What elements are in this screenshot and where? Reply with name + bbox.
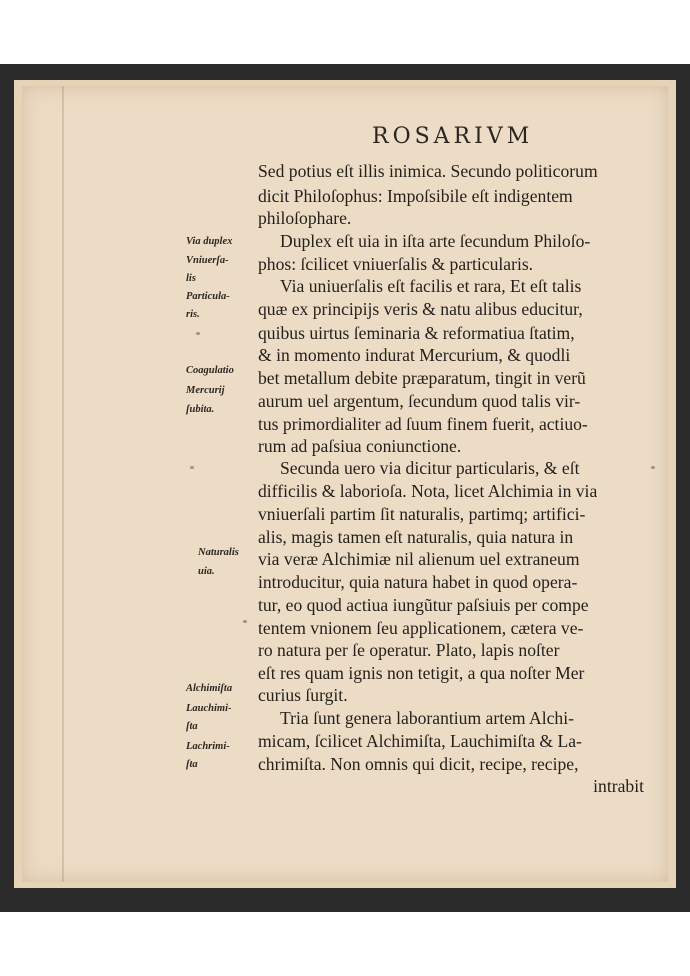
running-head: ROSARIVM <box>372 124 534 149</box>
page-fold-shadow <box>62 86 64 882</box>
text-line: aurum uel argentum, ſecundum quod talis vir- <box>258 391 581 411</box>
margin-note: Coagulatio <box>186 365 234 376</box>
margin-note: ris. <box>186 309 200 320</box>
text-line: Tria ſunt genera laborantium artem Alchi- <box>280 708 574 728</box>
margin-note: lis <box>186 273 196 284</box>
text-line: micam, ſcilicet Alchimiſta, Lauchimiſta & La- <box>258 731 582 751</box>
margin-note: Lachrimi- <box>186 741 230 752</box>
text-line: via veræ Alchimiæ nil alienum uel extraneum <box>258 549 580 569</box>
paper-speck <box>190 466 194 469</box>
text-line: quibus uirtus ſeminaria & reformatiua ſtatim, <box>258 323 575 343</box>
text-line: eſt res quam ignis non tetigit, a qua noſter Mer <box>258 663 585 683</box>
text-line: chrimiſta. Non omnis qui dicit, recipe, recipe, <box>258 754 579 774</box>
text-line: difficilis & laborioſa. Nota, licet Alchimia in via <box>258 481 598 501</box>
text-line: alis, magis tamen eſt naturalis, quia natura in <box>258 527 574 547</box>
margin-note: Lauchimi- <box>186 703 232 714</box>
text-line: curius ſurgit. <box>258 685 348 705</box>
text-line: tus primordialiter ad ſuum finem fuerit, actiuo- <box>258 414 588 434</box>
text-line: introducitur, quia natura habet in quod opera- <box>258 572 578 592</box>
margin-note: ſta <box>186 721 198 732</box>
text-line: phos: ſcilicet vniuerſalis & particularis. <box>258 254 534 274</box>
text-line: quæ ex principijs veris & natu alibus educitur, <box>258 299 583 319</box>
text-line: Duplex eſt uia in iſta arte ſecundum Philoſo- <box>280 231 591 251</box>
margin-note: Alchimiſta <box>186 683 233 694</box>
text-line: ro natura per ſe operatur. Plato, lapis noſter <box>258 640 560 660</box>
margin-note: Mercurij <box>186 385 225 396</box>
paper-speck <box>243 620 247 623</box>
margin-note: Naturalis <box>198 547 239 558</box>
text-line: tentem vnionem ſeu applicationem, cætera ve- <box>258 618 584 638</box>
text-line: rum ad paſsiua coniunctione. <box>258 436 462 456</box>
text-line: Secunda uero via dicitur particularis, & eſt <box>280 458 580 478</box>
text-line: & in momento indurat Mercurium, & quodli <box>258 345 571 365</box>
margin-note: ſta <box>186 759 198 770</box>
text-line: philoſophare. <box>258 208 352 228</box>
text-line: Via uniuerſalis eſt facilis et rara, Et eſt talis <box>280 276 582 296</box>
text-line: Sed potius eſt illis inimica. Secundo politicorum <box>258 161 598 181</box>
margin-note: Particula- <box>186 291 230 302</box>
text-line: tur, eo quod actiua iungũtur paſsiuis per compe <box>258 595 589 615</box>
margin-note: Vniuerſa- <box>186 255 229 266</box>
text-line: bet metallum debite præparatum, tingit in verũ <box>258 368 586 388</box>
catchword: intrabit <box>593 776 644 796</box>
margin-note: uia. <box>198 566 215 577</box>
margin-note: ſubita. <box>186 404 215 415</box>
margin-note: Via duplex <box>186 236 233 247</box>
paper-speck <box>651 466 655 469</box>
paper-speck <box>196 332 200 335</box>
text-line: vniuerſali partim ſit naturalis, partimq; artifici- <box>258 504 586 524</box>
text-line: dicit Philoſophus: Impoſsibile eſt indigentem <box>258 186 573 206</box>
